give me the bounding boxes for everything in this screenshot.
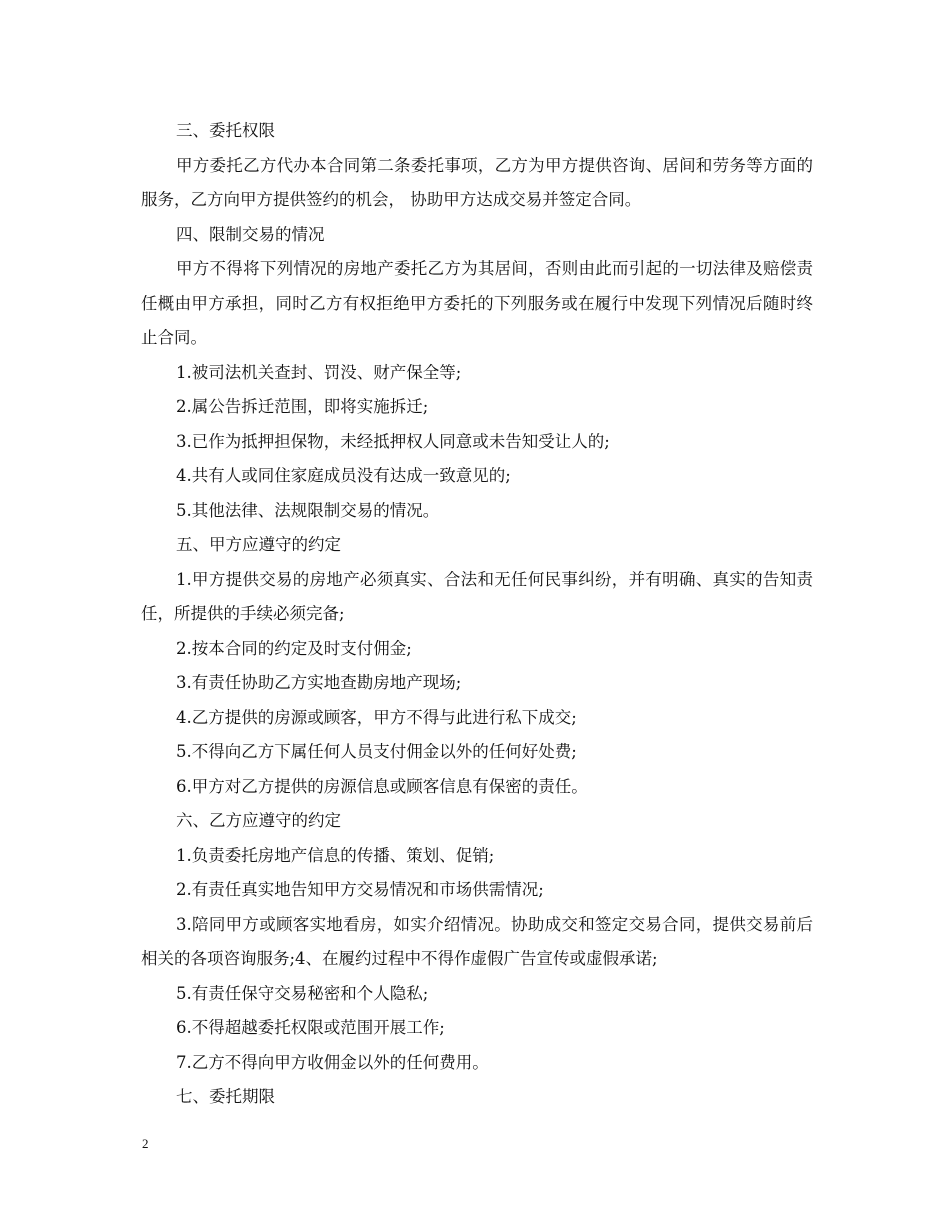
section-heading-party-b: 六、乙方应遵守的约定 [176, 811, 341, 830]
list-item-party-b-7: 7.乙方不得向甲方收佣金以外的任何费用。 [176, 1052, 489, 1072]
list-item-party-a-2: 2.按本合同的约定及时支付佣金; [176, 638, 412, 658]
list-item-restriction-3: 3.已作为抵押担保物，未经抵押权人同意或未告知受让人的; [176, 431, 610, 451]
section-heading-term: 七、委托期限 [176, 1087, 275, 1106]
document-body [141, 114, 813, 1115]
list-item-restriction-5: 5.其他法律、法规限制交易的情况。 [176, 500, 440, 520]
list-item-party-a-5: 5.不得向乙方下属任何人员支付佣金以外的任何好处费; [176, 742, 577, 761]
list-item-party-a-4: 4.乙方提供的房源或顾客，甲方不得与此进行私下成交; [176, 707, 577, 727]
list-item-restriction-4: 4.共有人或同住家庭成员没有达成一致意见的; [176, 466, 511, 485]
list-item-party-a-6: 6.甲方对乙方提供的房源信息或顾客信息有保密的责任。 [176, 776, 588, 796]
list-item-party-b-1: 1.负责委托房地产信息的传播、策划、促销; [176, 845, 495, 865]
paragraph-restrictions-intro: 甲方不得将下列情况的房地产委托乙方为其居间，否则由此而引起的一切法律及赔偿责任概由甲方承担，同时乙方有权拒绝甲方委托的下列服务或在履行中发现下列情况后随时终止合同。 [141, 259, 813, 347]
section-heading-restrictions: 四、限制交易的情况 [176, 224, 325, 244]
list-item-party-b-5: 5.有责任保守交易秘密和个人隐私; [176, 983, 429, 1003]
list-item-party-a-3: 3.有责任协助乙方实地查勘房地产现场; [176, 673, 462, 692]
list-item-restriction-2: 2.属公告拆迁范围，即将实施拆迁; [176, 397, 429, 416]
paragraph-authority-scope: 甲方委托乙方代办本合同第二条委托事项，乙方为甲方提供咨询、居间和劳务等方面的服务，乙方向甲方提供签约的机会， 协助甲方达成交易并签定合同。 [141, 155, 813, 209]
section-heading-authority: 三、委托权限 [176, 121, 275, 140]
list-item-party-b-2: 2.有责任真实地告知甲方交易情况和市场供需情况; [176, 880, 544, 899]
page-number: 2 [142, 1136, 149, 1151]
list-item-party-b-3: 3.陪同甲方或顾客实地看房，如实介绍情况。协助成交和签定交易合同，提供交易前后相关的各项咨询服务;4、在履约过程中不得作虚假广告宣传或虚假承诺; [141, 914, 813, 968]
list-item-restriction-1: 1.被司法机关查封、罚没、财产保全等; [176, 362, 462, 382]
section-heading-party-a: 五、甲方应遵守的约定 [176, 535, 341, 554]
list-item-party-b-6: 6.不得超越委托权限或范围开展工作; [176, 1018, 445, 1037]
list-item-party-a-1: 1.甲方提供交易的房地产必须真实、合法和无任何民事纠纷，并有明确、真实的告知责任，所提供的手续必须完备; [141, 569, 813, 623]
